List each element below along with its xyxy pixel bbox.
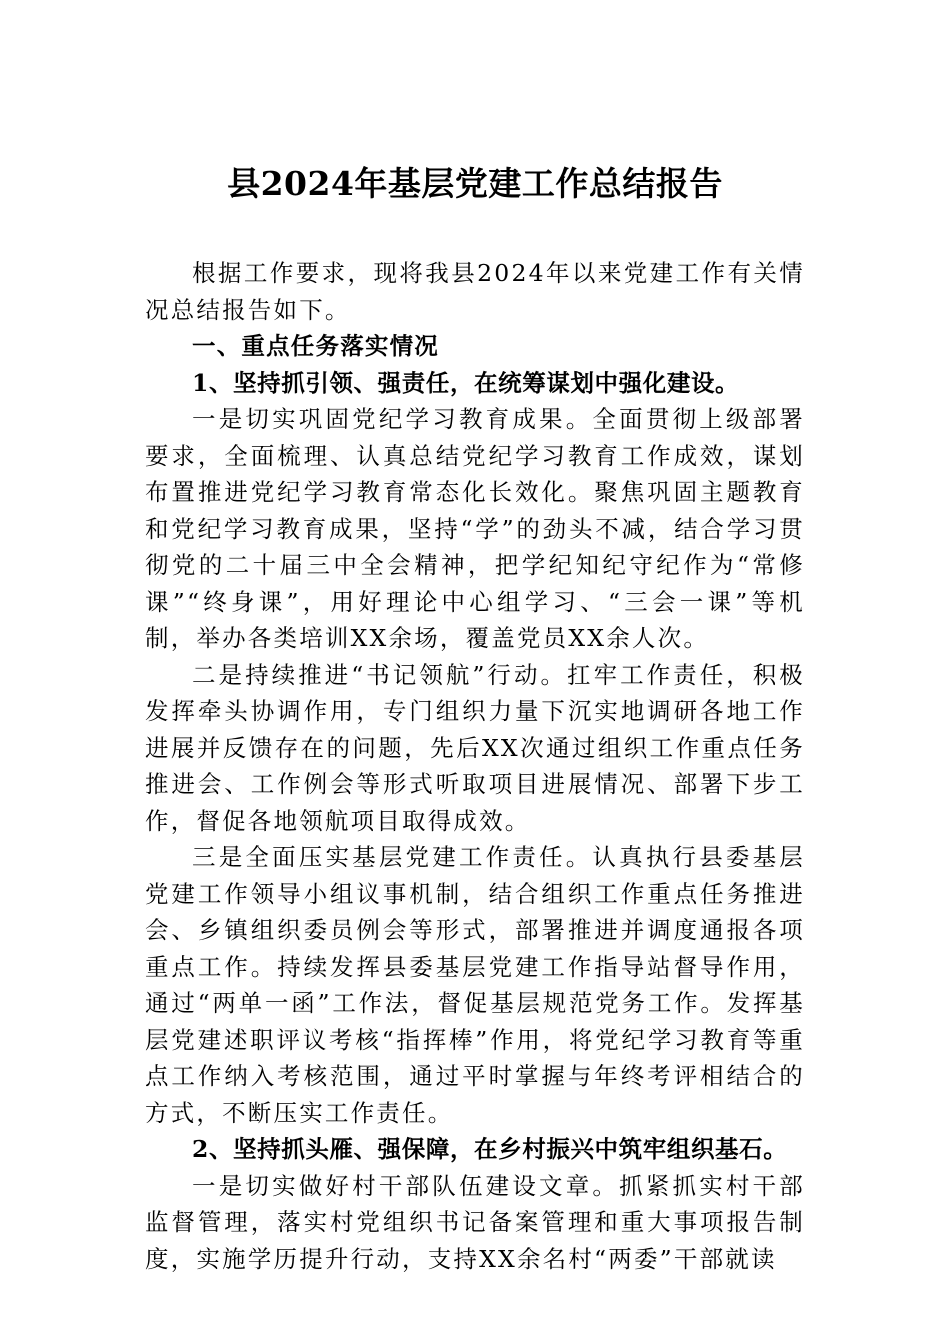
body-paragraph: 三是全面压实基层党建工作责任。认真执行县委基层党建工作领导小组议事机制，结合组织工作重点任务推进会、乡镇组织委员例会等形式，部署推进并调度通报各项重点工作。持续发挥县委基层党建工作指导站督导作用，通过“两单一函”工作法，督促基层规范党务工作。发挥基层党建述职评议考核“指挥棒”作用，将党纪学习教育等重点工作纳入考核范围，通过平时掌握与年终考评相结合的方式，不断压实工作责任。: [145, 843, 805, 1127]
document-title: 县2024年基层党建工作总结报告: [227, 164, 723, 203]
body-paragraph: 一是切实做好村干部队伍建设文章。抓紧抓实村干部监督管理，落实村党组织书记备案管理和重大事项报告制度，实施学历提升行动，支持XX余名村“两委”干部就读: [145, 1171, 805, 1273]
subsection-heading: 2、坚持抓头雁、强保障，在乡村振兴中筑牢组织基石。: [192, 1135, 788, 1163]
subsection-heading: 1、坚持抓引领、强责任，在统筹谋划中强化建设。: [192, 368, 740, 397]
section-heading: 一、重点任务落实情况: [192, 332, 439, 360]
body-paragraph: 二是持续推进“书记领航”行动。扛牢工作责任，积极发挥牵头协调作用，专门组织力量下沉实地调研各地工作进展并反馈存在的问题，先后XX次通过组织工作重点任务推进会、工作例会等形式听取项目进展情况、部署下步工作，督促各地领航项目取得成效。: [145, 660, 805, 835]
body-paragraph: 一是切实巩固党纪学习教育成果。全面贯彻上级部署要求，全面梳理、认真总结党纪学习教育工作成效，谋划布置推进党纪学习教育常态化长效化。聚焦巩固主题教育和党纪学习教育成果，坚持“学”的劲头不减，结合学习贯彻党的二十届三中全会精神，把学纪知纪守纪作为“常修课”“终身课”，用好理论中心组学习、“三会一课”等机制，举办各类培训XX余场，覆盖党员XX余人次。: [145, 405, 805, 652]
intro-paragraph: 根据工作要求，现将我县2024年以来党建工作有关情况总结报告如下。: [145, 259, 805, 324]
document-body: [145, 255, 805, 1277]
